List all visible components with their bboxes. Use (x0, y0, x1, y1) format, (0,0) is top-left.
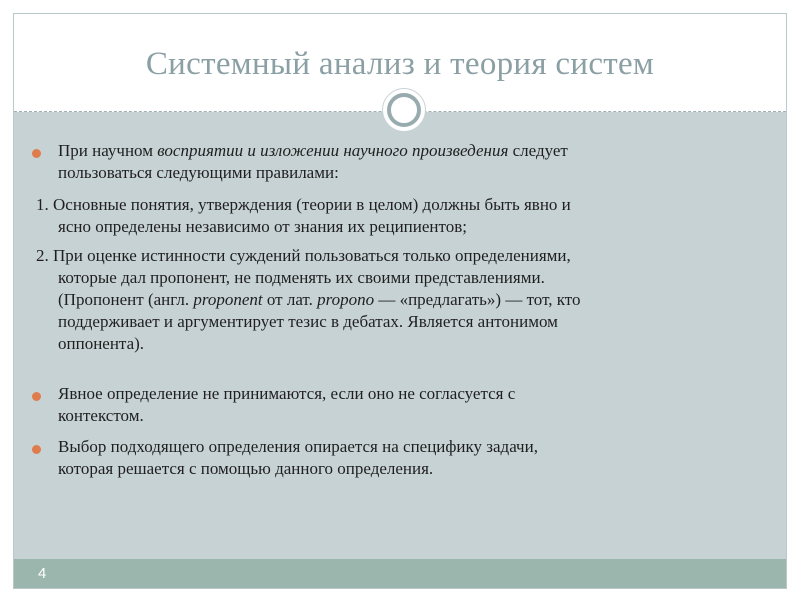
paragraph-line: которая решается с помощью данного определения. (58, 459, 434, 478)
paragraph-line: Выбор подходящего определения опирается на специфику задачи, (58, 437, 538, 456)
paragraph-4 (58, 383, 515, 427)
paragraph-line: При научном восприятии и изложении научного произведения следует (58, 141, 568, 160)
content-area (14, 112, 786, 559)
paragraph-line: контекстом. (58, 406, 144, 425)
paragraph-line: ясно определены независимо от знания их реципиентов; (58, 217, 467, 236)
paragraph-1 (58, 140, 568, 184)
paragraph-line: оппонента). (58, 334, 145, 353)
bullet-dot-icon (32, 149, 41, 158)
bullet-dot-icon (32, 392, 41, 401)
paragraph-line: 2. При оценке истинности суждений пользоваться только определениями, (36, 246, 571, 265)
slide (13, 13, 787, 589)
ornament-ring (387, 93, 421, 127)
paragraph-line: (Пропонент (англ. proponent от лат. propono — «предлагать») — тот, кто (58, 290, 581, 309)
paragraph-line: пользоваться следующими правилами: (58, 163, 339, 182)
paragraph-line: 1. Основные понятия, утверждения (теории в целом) должны быть явно и (36, 195, 571, 214)
circle-ornament-icon (382, 88, 426, 132)
bullet-dot-icon (32, 445, 41, 454)
paragraph-line: поддерживает и аргументирует тезис в дебатах. Является антонимом (58, 312, 558, 331)
paragraph-line: которые дал пропонент, не подменять их своими представлениями. (58, 268, 545, 287)
footer-bar (14, 559, 786, 588)
paragraph-line: Явное определение не принимаются, если оно не согласуется с (58, 384, 516, 403)
paragraph-5 (58, 436, 538, 480)
page-number: 4 (38, 565, 47, 582)
slide-title: Системный анализ и теория систем (145, 46, 655, 82)
paragraph-2 (36, 194, 571, 238)
paragraph-3 (36, 245, 580, 355)
